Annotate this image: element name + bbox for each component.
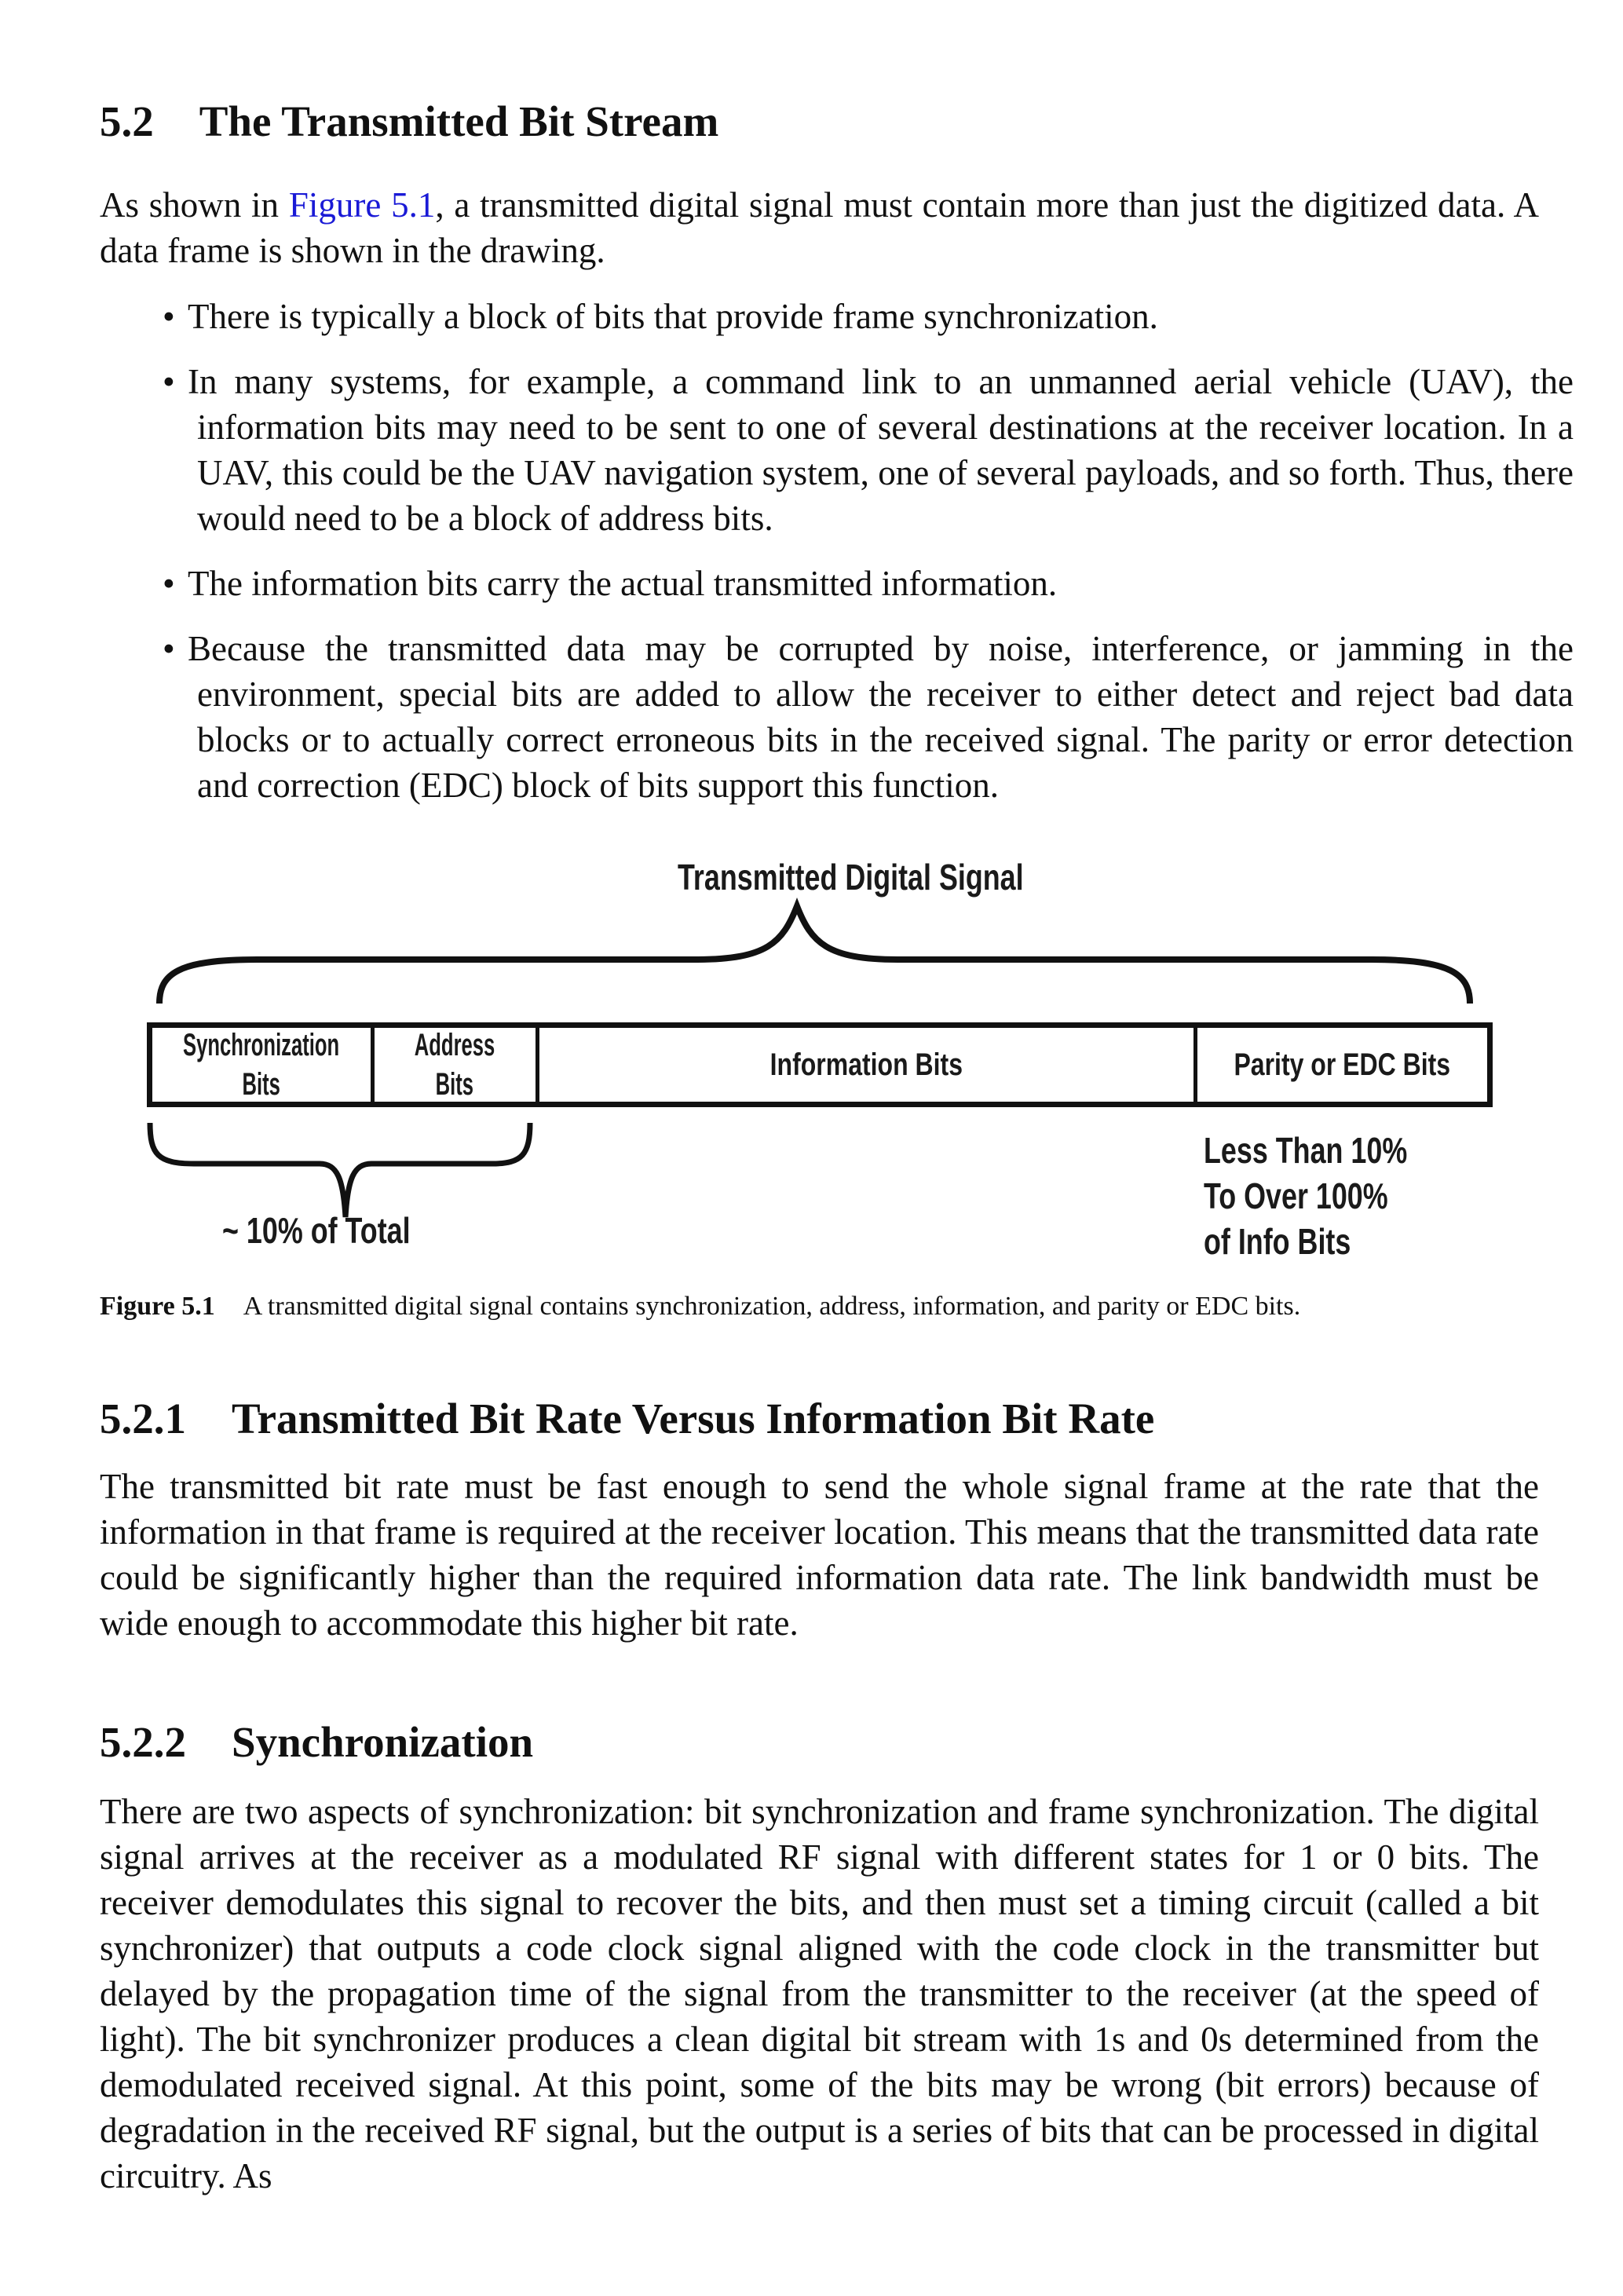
bullet-icon: •	[163, 629, 175, 668]
section-heading	[100, 96, 718, 148]
subsection-number: 5.2.1	[100, 1395, 186, 1442]
intro-prefix: As shown in	[100, 185, 289, 225]
subsection-title: Synchronization	[232, 1718, 534, 1766]
figure-link[interactable]: Figure 5.1	[288, 185, 436, 225]
section-number: 5.2	[100, 97, 154, 145]
bullet-text: In many systems, for example, a command link to an unmanned aerial vehicle (UAV), the information bits may need to be sent to one of several destinations at the receiver location. In a UAV, this could be the UAV navigation system, one of several payloads, and so forth. Thus, there would need to be a block of address bits.	[188, 362, 1574, 538]
bullet-item	[163, 294, 1574, 339]
subsection-heading	[100, 1717, 533, 1768]
top-brace-icon	[147, 895, 1497, 1005]
sync-bits-cell: Synchronization Bits	[152, 1028, 375, 1102]
bullet-item	[163, 359, 1574, 541]
bullet-text: There is typically a block of bits that provide frame synchronization.	[188, 297, 1158, 336]
bullet-icon: •	[163, 297, 175, 336]
bullet-icon: •	[163, 564, 175, 603]
bitrate-paragraph: The transmitted bit rate must be fast enough to send the whole signal frame at the rate that the information in that frame is required at the receiver location. This means that the transmitted data rate could be significantly higher than the required information data rate. The link bandwidth must be wide enough to accommodate this higher bit rate.	[100, 1467, 1539, 1643]
synchronization-paragraph: There are two aspects of synchronization: bit synchronization and frame synchronization. The digital signal arrives at the receiver as a modulated RF signal with different states for 1 or 0 bits. The receiver demodulates this signal to recover the bits, and then must set a timing circuit (called a bit synchronizer) that outputs a code clock signal aligned with the code clock in the transmitter but delayed by the propagation time of the signal from the transmitter to the receiver (at the speed of light). The bit synchronizer produces a clean digital bit stream with 1s and 0s determined from the demodulated received signal. At this point, some of the bits may be wrong (bit errors) because of degradation in the received RF signal, but the output is a series of bits that can be processed in digital circuitry. As	[100, 1792, 1539, 2195]
bullet-item	[163, 626, 1574, 808]
bullet-text: Because the transmitted data may be corrupted by noise, interference, or jamming in the environment, special bits are added to allow the receiver to either detect and reject bad data blocks or to actually correct erroneous bits in the received signal. The parity or error detection and correction (EDC) block of bits support this function.	[188, 629, 1574, 805]
figure-caption	[100, 1289, 1300, 1324]
parity-note: Less Than 10% To Over 100% of Info Bits	[1204, 1130, 1408, 1262]
bullet-icon: •	[163, 362, 175, 401]
caption-label: Figure 5.1	[100, 1292, 215, 1321]
subsection-heading	[100, 1393, 1154, 1445]
address-bits-cell: Address Bits	[375, 1028, 539, 1102]
parity-bits-cell: Parity or EDC Bits	[1234, 1047, 1451, 1082]
frame-bar	[147, 1022, 1493, 1107]
caption-text: A transmitted digital signal contains synchronization, address, information, and parity or EDC bits.	[243, 1292, 1301, 1321]
diagram-title: Transmitted Digital Signal	[678, 857, 1024, 898]
overhead-note: ~ 10% of Total	[222, 1210, 411, 1251]
bullet-item	[163, 561, 1574, 606]
intro-suffix: , a transmitted digital signal must contain more than just the digitized data. A data frame is shown in the drawing.	[100, 185, 1539, 270]
information-bits-cell: Information Bits	[539, 1028, 1197, 1102]
intro-paragraph	[100, 182, 1539, 273]
section-title: The Transmitted Bit Stream	[199, 97, 719, 145]
frame-diagram	[147, 856, 1513, 1296]
subsection-number: 5.2.2	[100, 1718, 186, 1766]
bullet-text: The information bits carry the actual transmitted information.	[188, 564, 1058, 603]
subsection-title: Transmitted Bit Rate Versus Information Bit Rate	[232, 1395, 1155, 1442]
